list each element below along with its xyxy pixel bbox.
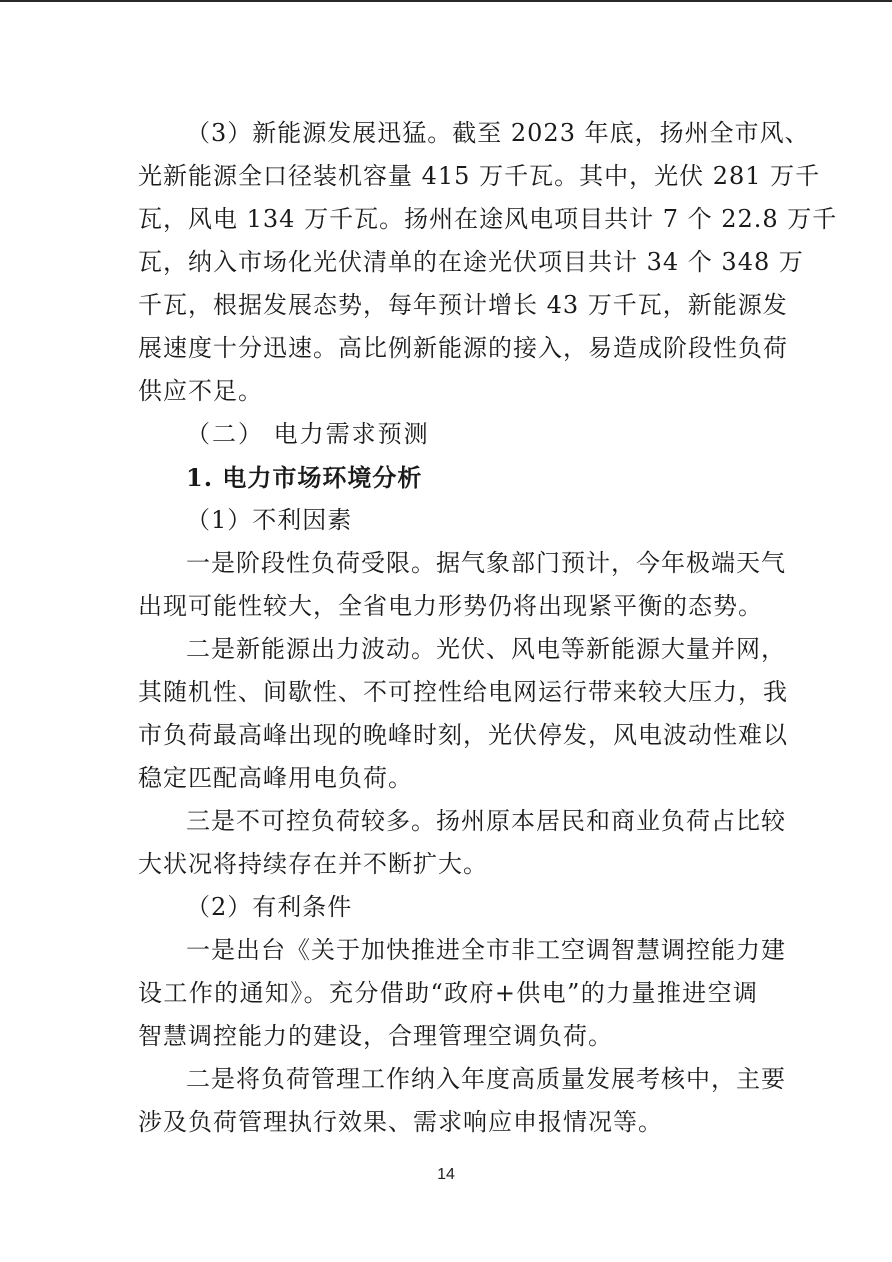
paragraph-factor-3-line-1: 三是不可控负荷较多。扬州原本居民和商业负荷占比较 — [186, 807, 786, 835]
subheading-market-analysis: 1. 电力市场环境分析 — [186, 463, 423, 492]
section-heading-demand-forecast: （二） 电力需求预测 — [186, 420, 430, 448]
paragraph-new-energy-line-7: 供应不足。 — [138, 377, 263, 405]
paragraph-new-energy-line-3: 瓦，风电 134 万千瓦。扬州在途风电项目共计 7 个 22.8 万千 — [138, 205, 838, 233]
paragraph-factor-2-line-3: 市负荷最高峰出现的晚峰时刻，光伏停发，风电波动性难以 — [138, 721, 788, 749]
paragraph-factor-3-line-2: 大状况将持续存在并不断扩大。 — [138, 850, 488, 878]
subheading-unfavorable-factors: （1）不利因素 — [186, 506, 353, 534]
paragraph-new-energy-line-2: 光新能源全口径装机容量 415 万千瓦。其中，光伏 281 万千 — [138, 162, 821, 190]
paragraph-new-energy-line-6: 展速度十分迅速。高比例新能源的接入，易造成阶段性负荷 — [138, 334, 788, 362]
paragraph-condition-1-line-3: 智慧调控能力的建设，合理管理空调负荷。 — [138, 1022, 613, 1050]
paragraph-condition-1-line-2: 设工作的通知》。充分借助“政府+供电”的力量推进空调 — [138, 979, 758, 1007]
page-top-border — [0, 0, 892, 2]
paragraph-condition-2-line-1: 二是将负荷管理工作纳入年度高质量发展考核中，主要 — [186, 1065, 786, 1093]
paragraph-factor-1-line-1: 一是阶段性负荷受限。据气象部门预计，今年极端天气 — [186, 549, 786, 577]
page-number: 14 — [437, 1166, 455, 1183]
paragraph-new-energy-line-1: （3）新能源发展迅猛。截至 2023 年底，扬州全市风、 — [186, 119, 810, 147]
document-page — [138, 112, 838, 1144]
paragraph-new-energy-line-5: 千瓦，根据发展态势，每年预计增长 43 万千瓦，新能源发 — [138, 291, 788, 319]
subheading-favorable-conditions: （2）有利条件 — [186, 893, 353, 921]
paragraph-factor-2-line-4: 稳定匹配高峰用电负荷。 — [138, 764, 413, 792]
paragraph-factor-2-line-1: 二是新能源出力波动。光伏、风电等新能源大量并网， — [186, 635, 786, 663]
paragraph-condition-1-line-1: 一是出台《关于加快推进全市非工空调智慧调控能力建 — [186, 936, 786, 964]
paragraph-factor-1-line-2: 出现可能性较大，全省电力形势仍将出现紧平衡的态势。 — [138, 592, 763, 620]
paragraph-factor-2-line-2: 其随机性、间歇性、不可控性给电网运行带来较大压力，我 — [138, 678, 788, 706]
paragraph-condition-2-line-2: 涉及负荷管理执行效果、需求响应申报情况等。 — [138, 1108, 663, 1136]
paragraph-new-energy-line-4: 瓦，纳入市场化光伏清单的在途光伏项目共计 34 个 348 万 — [138, 248, 804, 276]
